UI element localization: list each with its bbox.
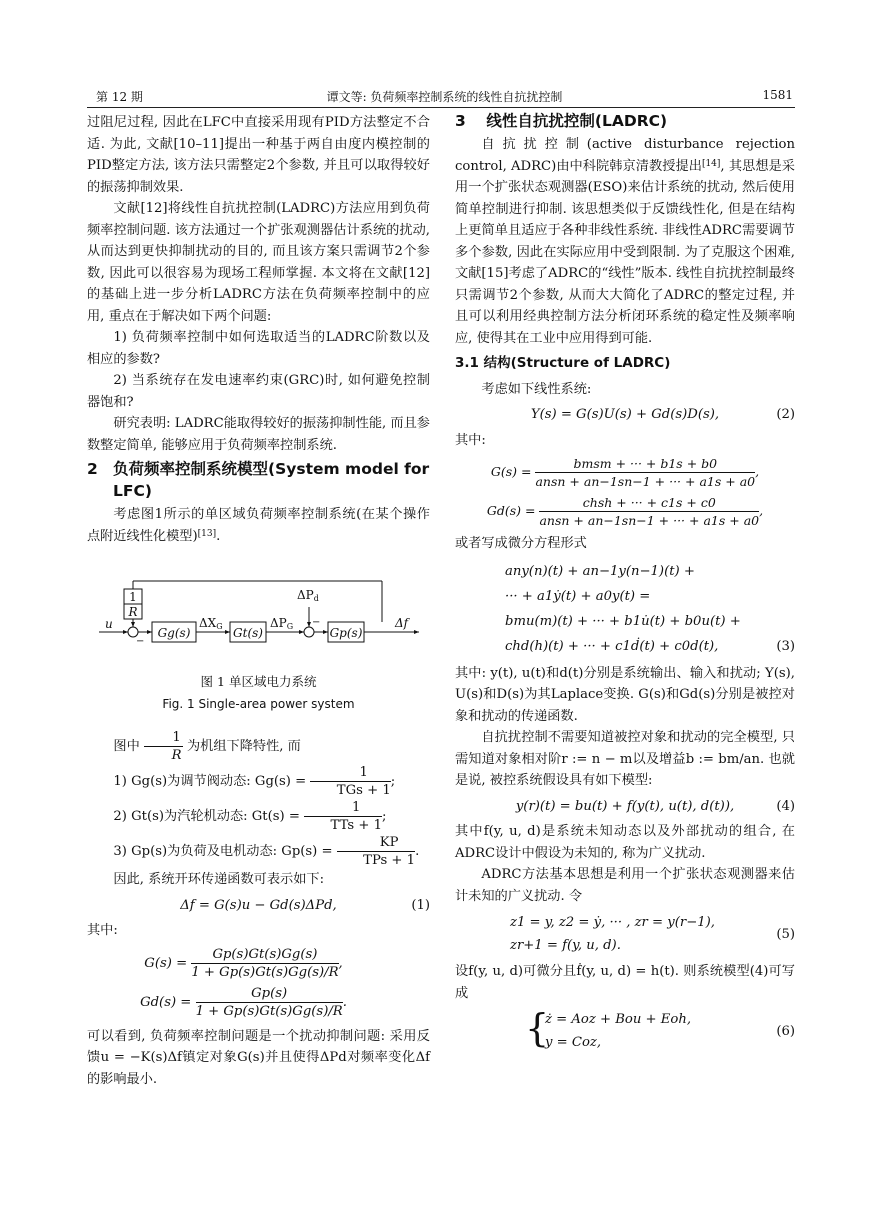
section-title: 线性自抗扰控制(LADRC): [486, 112, 668, 130]
equation-line: z1 = y, z2 = ẏ, ··· , zr = y(r−1),: [510, 915, 715, 930]
paragraph: 考虑如下线性系统:: [481, 381, 592, 397]
paragraph-text: 自抗扰控制(active disturbance rejection control, ADRC)由中科院韩京清教授提出: [455, 137, 795, 174]
text: 1) Gg(s)为调节阀动态: Gg(s) =: [113, 774, 307, 789]
equation-1: [87, 895, 430, 917]
minus-sign: −: [311, 617, 320, 628]
dpd-label: ΔPd: [296, 588, 319, 603]
text: 2) Gt(s)为汽轮机动态: Gt(s) =: [113, 809, 300, 824]
equation-line: zr+1 = f(y, u, d).: [510, 938, 621, 953]
list-item-gt: 2) Gt(s)为汽轮机动态: Gt(s) = $\frac{1}{\text{TTs + 1}}$ ;: [113, 800, 387, 833]
equation-line: bmu(m)(t) + ··· + b1u̇(t) + b0u(t) +: [505, 613, 741, 629]
equation-line: ··· + a1ẏ(t) + a0y(t) =: [505, 588, 651, 604]
paragraph: 设f(y, u, d)可微分且ḟ(y, u, d) = h(t). 则系统模型(4)可写成: [455, 964, 795, 1001]
paragraph: 过阻尼过程, 因此在LFC中直接采用现有PID方法整定不合适. 为此, 文献[10–11]提出一种基于两自由度内模控制的PID整定方法, 该方法只需整定2个参数, 并且可以取得较好的振荡抑制效果.: [87, 115, 430, 195]
page-header: [96, 88, 793, 106]
fraction: $\frac{\text{bmsm + ··· + b1s + b0}}{\text{ansn + an−1sn−1 + ··· + a1s + a0}}$: [535, 456, 756, 489]
fraction: $\frac{Gp(s)}{1 + Gp(s)Gt(s)Gg(s)/R}$: [195, 985, 343, 1019]
paragraph: 其中:: [87, 923, 118, 938]
section-2-heading: [87, 458, 430, 502]
equation-body: y(r)(t) = bu(t) + f(y(t), u(t), d(t)),: [515, 798, 735, 814]
equation-g: G(s) = $\frac{Gp(s)Gt(s)Gg(s)}{1 + Gp(s)Gt(s)Gg(s)/R}$ ,: [144, 946, 343, 980]
issue-number: 第 12 期: [96, 90, 143, 104]
equation-6: [455, 1008, 795, 1054]
question-1: 1) 负荷频率控制中如何选取适当的LADRC阶数以及相应的参数?: [87, 330, 430, 367]
punct: .: [216, 528, 221, 544]
fraction: $\frac{KP}{\text{TPs + 1}}$: [337, 834, 415, 869]
equation-tag: (5): [776, 927, 795, 942]
block-gp: Gp(s): [329, 626, 362, 640]
gain-denominator: R: [127, 605, 138, 619]
equation-4: [455, 796, 795, 818]
paragraph: 其中f(y, u, d)是系统未知动态以及外部扰动的组合, 在ADRC设计中假设为未知的, 称为广义扰动.: [455, 824, 795, 861]
figure-caption-cn: 图 1 单区域电力系统: [200, 674, 317, 689]
section-number: 2: [87, 460, 98, 478]
paragraph: 或者写成微分方程形式: [455, 536, 587, 551]
paragraph: 因此, 系统开环传递函数可表示如下:: [113, 872, 325, 887]
header-rule: [87, 107, 795, 108]
block-diagram: [99, 575, 419, 663]
lhs: G(s) =: [144, 955, 188, 971]
equation-tag: (2): [776, 407, 795, 422]
paragraph-text: , 其思想是采用一个扩张状态观测器(ESO)来估计系统的扰动, 然后使用简单控制进行抑制. 该思想类似于反馈线性化, 但是在结构上更简单且适应于各种非线性系统. 非线性ADRC需要调节多个参数, 因此在实际应用中受到限制. 为了克服这个困难, 文献[15]考虑了ADRC的“线性”版本. 线性自抗扰控制最终只需调节2个参数, 从而大大简化了ADRC的整定过程, 并且可以利用经典控制方法分析闭环系统的稳定性及频率响应, 使得其在工业中应用得到可能.: [455, 158, 795, 346]
fraction: $\frac{\text{chsh + ··· + c1s + c0}}{\text{ansn + an−1sn−1 + ··· + a1s + a0}}$: [539, 495, 760, 528]
equation-gd-poly: Gd(s) = $\frac{\text{chsh + ··· + c1s + c0}}{\text{ansn + an−1sn−1 + ··· + a1s + a0}}$ ,: [486, 495, 764, 528]
text: 为机组下降特性, 而: [186, 739, 301, 754]
equation-5: [455, 911, 795, 957]
gain-numerator: 1: [128, 590, 137, 604]
equation-line: ż = Aoz + Bou + Eoh,: [545, 1012, 692, 1027]
droop-description: [87, 729, 430, 764]
equation-body: Y(s) = G(s)U(s) + Gd(s)D(s),: [530, 407, 720, 422]
brace: {: [525, 1006, 550, 1050]
text: 图中: [113, 739, 140, 754]
text: 3) Gp(s)为负荷及电机动态: Gp(s) =: [113, 844, 333, 859]
equation-3: [455, 559, 795, 659]
lhs: G(s) =: [490, 464, 532, 479]
dpg-label: ΔPG: [269, 616, 293, 631]
section-number: 3: [455, 112, 466, 130]
fraction: $\frac{Gp(s)Gt(s)Gg(s)}{1 + Gp(s)Gt(s)Gg(s)/R}$: [191, 946, 339, 980]
list-item-gg: 1) Gg(s)为调节阀动态: Gg(s) = $\frac{1}{\text{TGs + 1}}$ ;: [113, 765, 396, 798]
section-3-heading: [455, 110, 795, 132]
equation-line: chd(h)(t) + ··· + c1ḋ(t) + c0d(t),: [505, 638, 719, 654]
left-column: [87, 112, 430, 1090]
equation-tag: (4): [776, 798, 795, 814]
block-gt: Gt(s): [232, 626, 263, 640]
equation-body: Δf = G(s)u − Gd(s)ΔPd,: [180, 897, 337, 913]
equation-gd: Gd(s) = $\frac{Gp(s)}{1 + Gp(s)Gt(s)Gg(s)/R}$ .: [140, 985, 347, 1019]
citation: [14]: [701, 158, 721, 169]
equation-2: [455, 404, 795, 426]
list-item-gp: 3) Gp(s)为负荷及电机动态: Gp(s) = $\frac{KP}{\text{TPs + 1}}$ .: [113, 835, 420, 868]
paragraph: ADRC方法基本思想是利用一个扩张状态观测器来估计未知的广义扰动. 令: [455, 867, 795, 904]
lhs: Gd(s) =: [486, 503, 536, 518]
equation-tag: (1): [411, 897, 430, 913]
paragraph: 文献[12]将线性自抗扰控制(LADRC)方法应用到负荷频率控制问题. 该方法通过一个扩张观测器估计系统的扰动, 从而达到更快抑制扰动的目的, 而且该方案只需调节2个参数, 因此可以很容易为现场工程师掌握. 本文将在文献[12]的基础上进一步分析LADRC方法在负荷频率控制中的应用, 重点在于解决如下两个问题:: [87, 201, 430, 324]
paragraph: 其中: y(t), u(t)和d(t)分别是系统输出、输入和扰动; Y(s), U(s)和D(s)为其Laplace变换. G(s)和Gd(s)分别是被控对象和扰动的传递函数.: [455, 665, 795, 724]
figure-caption-en: Fig. 1 Single-area power system: [162, 697, 355, 711]
paragraph: 其中:: [455, 432, 486, 448]
minus-sign: −: [135, 636, 144, 647]
output-label: Δf: [394, 616, 408, 630]
equation-line: y = Coz,: [545, 1035, 602, 1050]
paragraph: [87, 504, 430, 547]
equation-line: any(n)(t) + an−1y(n−1)(t) +: [505, 563, 695, 579]
question-2: 2) 当系统存在发电速率约束(GRC)时, 如何避免控制器饱和?: [87, 373, 430, 410]
subsection-heading: 3.1 结构(Structure of LADRC): [455, 355, 671, 371]
fraction: $\frac{1}{\text{TGs + 1}}$: [310, 764, 390, 799]
citation: [13]: [197, 528, 217, 539]
paragraph: [455, 134, 795, 349]
equation-tag: (3): [776, 638, 795, 654]
lhs: Gd(s) =: [140, 994, 192, 1010]
equation-tag: (6): [776, 1024, 795, 1039]
running-title: 谭文等: 负荷频率控制系统的线性自抗扰控制: [326, 90, 563, 104]
fraction: $\frac{1}{\text{TTs + 1}}$: [304, 799, 382, 834]
page-number: 1581: [762, 88, 793, 102]
paragraph: 可以看到, 负荷频率控制问题是一个扰动抑制问题: 采用反馈u = −K(s)Δf镇定对象G(s)并且使得ΔPd对频率变化Δf的影响最小.: [87, 1028, 430, 1087]
block-gg: Gg(s): [157, 626, 190, 640]
paragraph: 研究表明: LADRC能取得较好的振荡抑制性能, 而且参数整定简单, 能够应用于负荷频率控制系统.: [87, 416, 430, 453]
equation-g-poly: G(s) = $\frac{\text{bmsm + ··· + b1s + b0}}{\text{ansn + an−1sn−1 + ··· + a1s + a0}}$ ,: [490, 456, 760, 489]
section-title: 负荷频率控制系统模型(System model for LFC): [113, 460, 430, 500]
right-column: [455, 112, 795, 1058]
input-label: u: [104, 617, 113, 631]
dxg-label: ΔXG: [198, 616, 223, 631]
fraction-1-over-r: $\frac{1}{R}$: [144, 729, 183, 764]
paragraph-text: 考虑图1所示的单区域负荷频率控制系统(在某个操作点附近线性化模型): [87, 507, 430, 544]
paragraph: 自抗扰控制不需要知道被控对象和扰动的完全模型, 只需知道对象相对阶r := n − m以及增益b := bm/an. 也就是说, 被控系统假设具有如下模型:: [455, 730, 795, 788]
